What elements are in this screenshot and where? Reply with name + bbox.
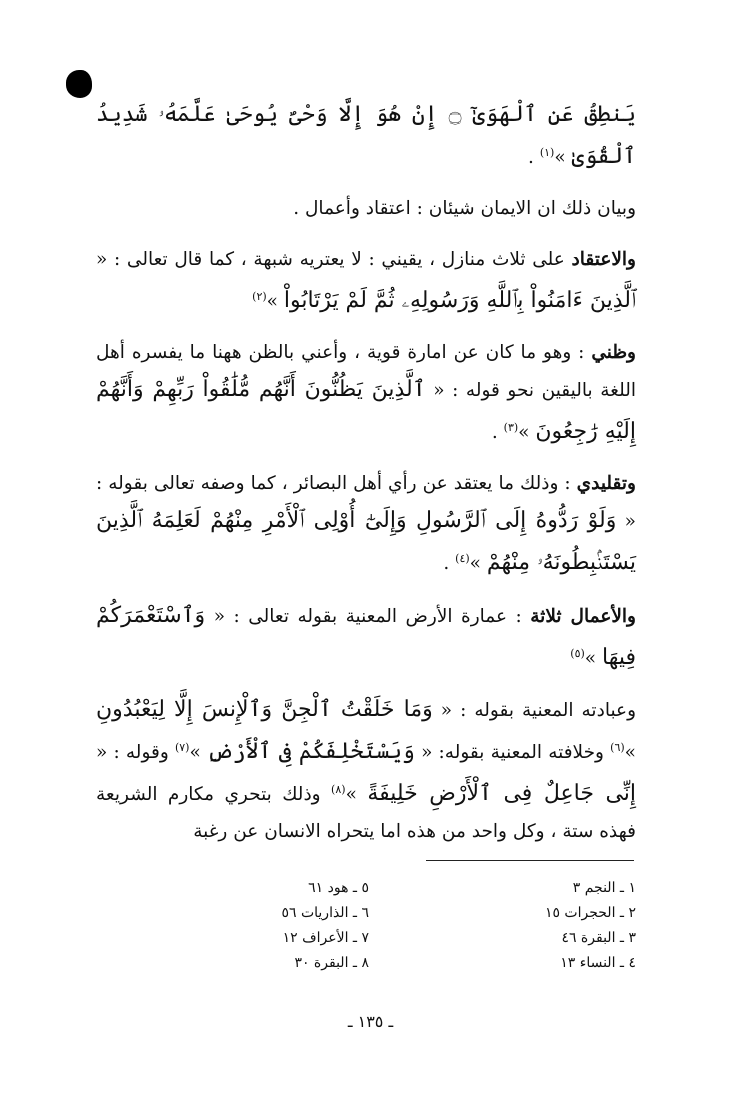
quran-quote: ٱلَّذِينَ يَظُنُّونَ أَنَّهُم مُّلَٰقُواْ رَبِّهِمْ وَأَنَّهُمْ إِلَيْهِ رَٰجِعُونَ bbox=[96, 377, 636, 445]
footnote-divider bbox=[426, 860, 634, 861]
page-number: ـ ١٣٥ ـ bbox=[347, 1012, 394, 1031]
quran-quote: وَمَا خَلَقْتُ ٱلْجِنَّ وَٱلْإِنسَ إِلَّا لِيَعْبُدُونِ bbox=[96, 696, 433, 722]
term-heading: والأعمال ثلاثة bbox=[530, 605, 636, 627]
quran-quote: إِنِّى جَاعِلٌ فِى ٱلْأَرْضِ خَلِيفَةً bbox=[367, 781, 637, 807]
quran-quote: وَلَوْ رَدُّوهُ إِلَى ٱلرَّسُولِ وَإِلَىٰٓ أُوْلِى ٱلْأَمْرِ مِنْهُمْ لَعَلِمَهُ ٱلَّذِينَ يَسْتَنۢبِطُونَهُۥ مِنْهُمْ bbox=[96, 508, 636, 576]
quran-quote: وَٱسْتَعْمَرَكُمْ فِيهَا bbox=[96, 602, 636, 670]
footnote-8: ٨ ـ البقرة ٣٠ bbox=[294, 955, 369, 971]
quran-quote: يَنطِقُ عَنِ ٱلْهَوَىٰٓ ۝ إِنْ هُوَ إِلَّا وَحْىٌ يُوحَىٰ عَلَّمَهُۥ شَدِيدُ ٱلْقُوَىٰ bbox=[96, 102, 636, 170]
paragraph-2: وبيان ذلك ان الايمان شيئان : اعتقاد وأعمال . bbox=[293, 198, 636, 220]
main-text bbox=[96, 96, 636, 850]
footnote-ref: (٥) bbox=[570, 646, 585, 660]
footnote-7: ٧ ـ الأعراف ١٢ bbox=[282, 930, 369, 946]
footnote-1: ١ ـ النجم ٣ bbox=[572, 880, 636, 896]
footnote-ref: (٧) bbox=[174, 740, 190, 754]
paragraph-4: وظني : وهو ما كان عن امارة قوية ، وأعني بالظن ههنا ما يفسره أهل اللغة باليقين نحو قوله : « ٱلَّذِينَ يَظُنُّونَ أَنَّهُم مُّلَٰقُواْ رَبِّهِمْ وَأَنَّهُمْ إِلَيْهِ رَٰجِعُونَ »$^{(٣)}$ . bbox=[96, 342, 636, 445]
footnote-ref: (٤) bbox=[455, 552, 470, 566]
quran-quote: وَيَسْتَخْلِفَكُمْ فِى ٱلْأَرْضِ bbox=[206, 738, 415, 764]
footnote-2: ٢ ـ الحجرات ١٥ bbox=[544, 905, 636, 921]
footnote-ref: (٨) bbox=[331, 782, 346, 796]
paragraph-6: والأعمال ثلاثة : عمارة الأرض المعنية بقوله تعالى : « وَٱسْتَعْمَرَكُمْ فِيهَا »$^{(٥)}$ bbox=[96, 602, 636, 670]
term-heading: وتقليدي bbox=[576, 473, 636, 495]
footnotes bbox=[150, 878, 640, 973]
term-heading: وظني bbox=[591, 342, 636, 364]
footnote-ref: (٦) bbox=[610, 740, 625, 754]
footnote-ref: (١) bbox=[539, 146, 555, 159]
paragraph-5: وتقليدي : وذلك ما يعتقد عن رأي أهل البصائر ، كما وصفه تعالى بقوله : « وَلَوْ رَدُّوهُ إِلَى ٱلرَّسُولِ وَإِلَىٰٓ أُوْلِى ٱلْأَمْرِ مِنْهُمْ لَعَلِمَهُ ٱلَّذِينَ يَسْتَنۢبِطُونَهُۥ مِنْهُمْ »$^{(٤)}$ . bbox=[96, 473, 636, 576]
ink-blot bbox=[66, 70, 92, 98]
paragraph-3: والاعتقاد على ثلاث منازل ، يقيني : لا يعتريه شبهة ، كما قال تعالى : « ٱلَّذِينَ ءَامَنُواْ بِٱللَّهِ وَرَسُولِهِۦ ثُمَّ لَمْ يَرْتَابُواْ »$^{(٢)}$ bbox=[96, 249, 636, 314]
footnote-4: ٤ ـ النساء ١٣ bbox=[560, 955, 636, 971]
footnote-ref: (٢) bbox=[252, 290, 267, 304]
footnote-3: ٣ ـ البقرة ٤٦ bbox=[561, 930, 636, 946]
paragraph-7: وعبادته المعنية بقوله : « وَمَا خَلَقْتُ ٱلْجِنَّ وَٱلْإِنسَ إِلَّا لِيَعْبُدُونِ »$^{(٦)}$ وخلافته المعنية بقوله: « وَيَسْتَخْلِفَكُمْ فِى ٱلْأَرْضِ »$^{(٧)}$ وقوله : « إِنِّى جَاعِلٌ فِى ٱلْأَرْضِ خَلِيفَةً »$^{(٨)}$ وذلك بتحري مكارم الشريعة فهذه ستة ، وكل واحد من هذه اما يتحراه الانسان عن رغبة bbox=[96, 696, 637, 843]
footnote-5: ٥ ـ هود ٦١ bbox=[308, 880, 369, 896]
term-heading: والاعتقاد bbox=[571, 249, 636, 271]
quran-quote: ٱلَّذِينَ ءَامَنُواْ بِٱللَّهِ وَرَسُولِهِۦ ثُمَّ لَمْ يَرْتَابُواْ bbox=[283, 288, 636, 314]
paragraph-1: يَنطِقُ عَنِ ٱلْهَوَىٰٓ ۝ إِنْ هُوَ إِلَّا وَحْىٌ يُوحَىٰ عَلَّمَهُۥ شَدِيدُ ٱلْقُوَىٰ »$^{(١)}$ . bbox=[96, 102, 636, 170]
footnote-ref: (٣) bbox=[503, 421, 519, 435]
footnote-6: ٦ ـ الذاريات ٥٦ bbox=[281, 905, 369, 921]
